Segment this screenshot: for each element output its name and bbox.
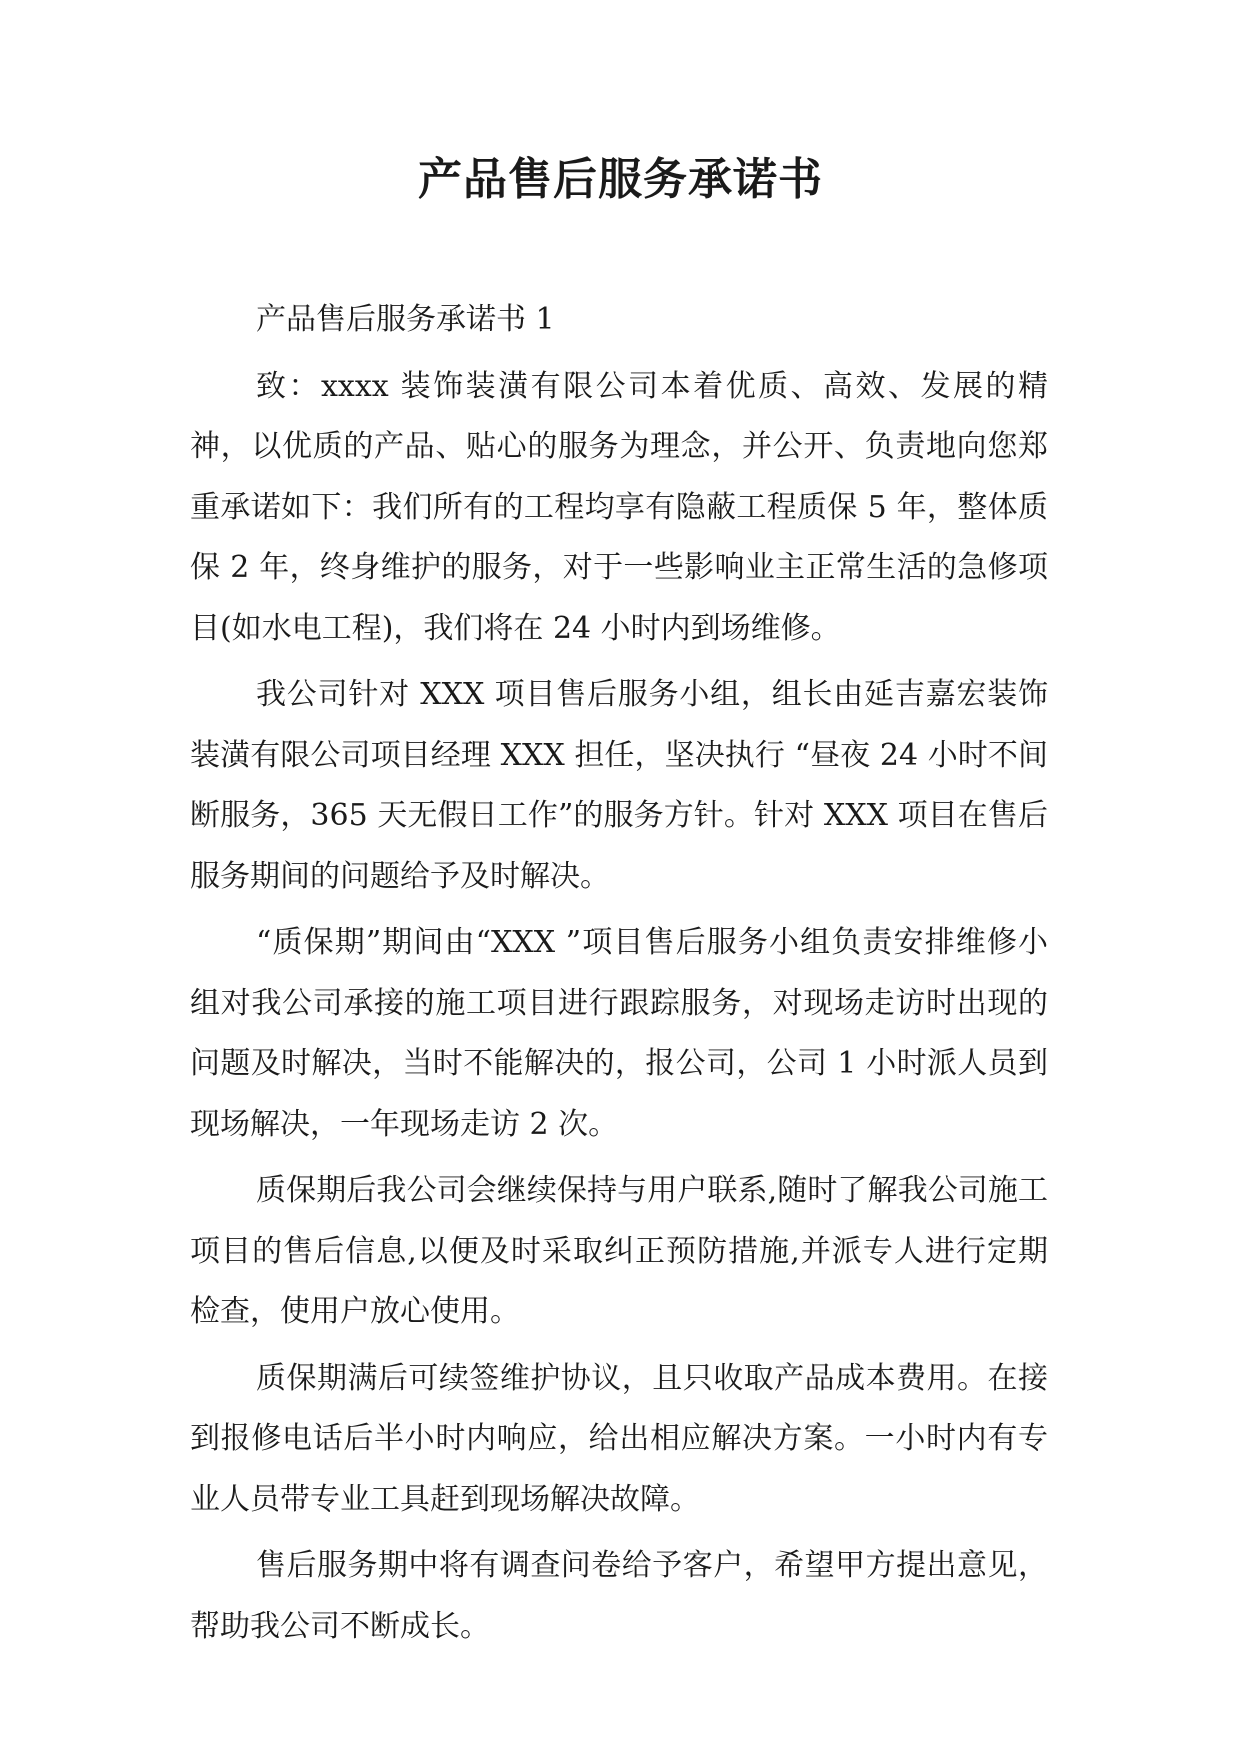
paragraph-commitment: 致：xxxx 装饰装潢有限公司本着优质、高效、发展的精神，以优质的产品、贴心的服务为理念，并公开、负责地向您郑重承诺如下：我们所有的工程均享有隐蔽工程质保 5 年，整体质保 2 年，终身维护的服务，对于一些影响业主正常生活的急修项目(如水电工程)，我们将在 24 小时内到场维修。	[190, 368, 1048, 646]
paragraph-subtitle: 产品售后服务承诺书 1	[256, 302, 555, 337]
paragraph-after-warranty: 质保期后我公司会继续保持与用户联系,随时了解我公司施工项目的售后信息,以便及时采取纠正预防措施,并派专人进行定期检查，使用户放心使用。	[190, 1173, 1048, 1329]
document-title: 产品售后服务承诺书	[418, 154, 823, 205]
paragraph-warranty-expiry: 质保期满后可续签维护协议，且只收取产品成本费用。在接到报修电话后半小时内响应，给出相应解决方案。一小时内有专业人员带专业工具赶到现场解决故障。	[190, 1360, 1048, 1517]
paragraph-service-team: 我公司针对 XXX 项目售后服务小组，组长由延吉嘉宏装饰装潢有限公司项目经理 XXX 担任，坚决执行 “昼夜 24 小时不间断服务，365 天无假日工作”的服务方针。针对 XXX 项目在售后服务期间的问题给予及时解决。	[190, 677, 1048, 894]
paragraph-survey: 售后服务期中将有调查问卷给予客户，希望甲方提出意见，帮助我公司不断成长。	[190, 1548, 1048, 1644]
paragraph-warranty-period: “质保期”期间由“XXX ”项目售后服务小组负责安排维修小组对我公司承接的施工项目进行跟踪服务，对现场走访时出现的问题及时解决，当时不能解决的，报公司，公司 1 小时派人员到现场解决，一年现场走访 2 次。	[190, 925, 1048, 1142]
document-body	[190, 290, 1048, 1663]
